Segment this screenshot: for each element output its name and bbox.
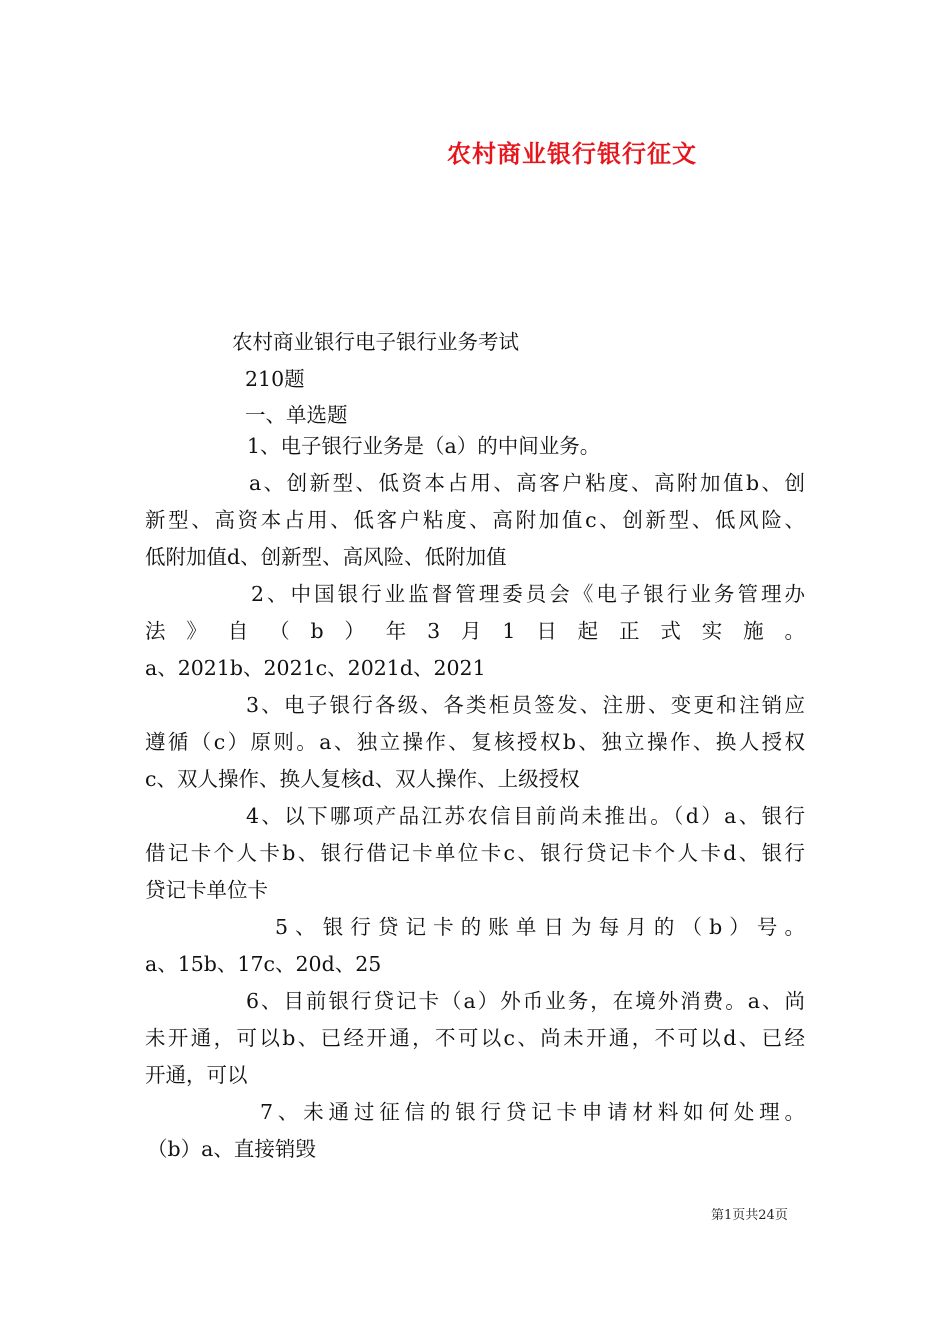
- question-3-line: 遵循（c）原则。a、独立操作、复核授权b、独立操作、换人授权: [145, 730, 805, 754]
- question-1-line: 低附加值d、创新型、高风险、低附加值: [145, 545, 507, 569]
- question-1-line: 1、电子银行业务是（a）的中间业务。: [247, 434, 601, 458]
- question-5-line: a、15b、17c、20d、25: [145, 952, 382, 976]
- question-2: [145, 576, 805, 687]
- question-3: [145, 687, 805, 798]
- question-count: 210题: [245, 367, 305, 391]
- section-heading: 一、单选题: [245, 403, 348, 427]
- question-6-line: 未开通，可以b、已经开通，不可以c、尚未开通，不可以d、已经: [145, 1026, 805, 1050]
- question-2-line: a、2021b、2021c、2021d、2021: [145, 656, 486, 680]
- question-5: [145, 909, 805, 983]
- question-6-line: 开通，可以: [145, 1063, 248, 1087]
- page-number: 第1页共24页: [711, 1208, 788, 1223]
- question-2-line: 2、中国银行业监督管理委员会《电子银行业务管理办: [251, 582, 805, 606]
- question-3-line: 3、电子银行各级、各类柜员签发、注册、变更和注销应: [246, 693, 805, 717]
- question-7: [145, 1094, 805, 1168]
- question-2-line: 法》自（b）年3月1日起正式实施。: [145, 619, 805, 643]
- question-7-line: 7、未通过征信的银行贷记卡申请材料如何处理。: [260, 1100, 805, 1124]
- question-3-line: c、双人操作、换人复核d、双人操作、上级授权: [145, 767, 580, 791]
- question-4: [145, 798, 805, 909]
- question-5-line: 5、银行贷记卡的账单日为每月的（b）号。: [275, 915, 805, 939]
- question-4-line: 借记卡个人卡b、银行借记卡单位卡c、银行贷记卡个人卡d、银行: [145, 841, 805, 865]
- exam-heading: 农村商业银行电子银行业务考试: [232, 330, 519, 354]
- question-1-line: a、创新型、低资本占用、高客户粘度、高附加值b、创: [249, 471, 805, 495]
- question-7-line: （b）a、直接销毁: [147, 1137, 316, 1161]
- question-6: [145, 983, 805, 1094]
- question-6-line: 6、目前银行贷记卡（a）外币业务，在境外消费。a、尚: [246, 989, 805, 1013]
- question-4-line: 4、以下哪项产品江苏农信目前尚未推出。（d）a、银行: [246, 804, 805, 828]
- question-1-line: 新型、高资本占用、低客户粘度、高附加值c、创新型、低风险、: [145, 508, 805, 532]
- document-title: 农村商业银行银行征文: [447, 139, 697, 168]
- question-4-line: 贷记卡单位卡: [145, 878, 268, 902]
- question-1: [145, 428, 805, 576]
